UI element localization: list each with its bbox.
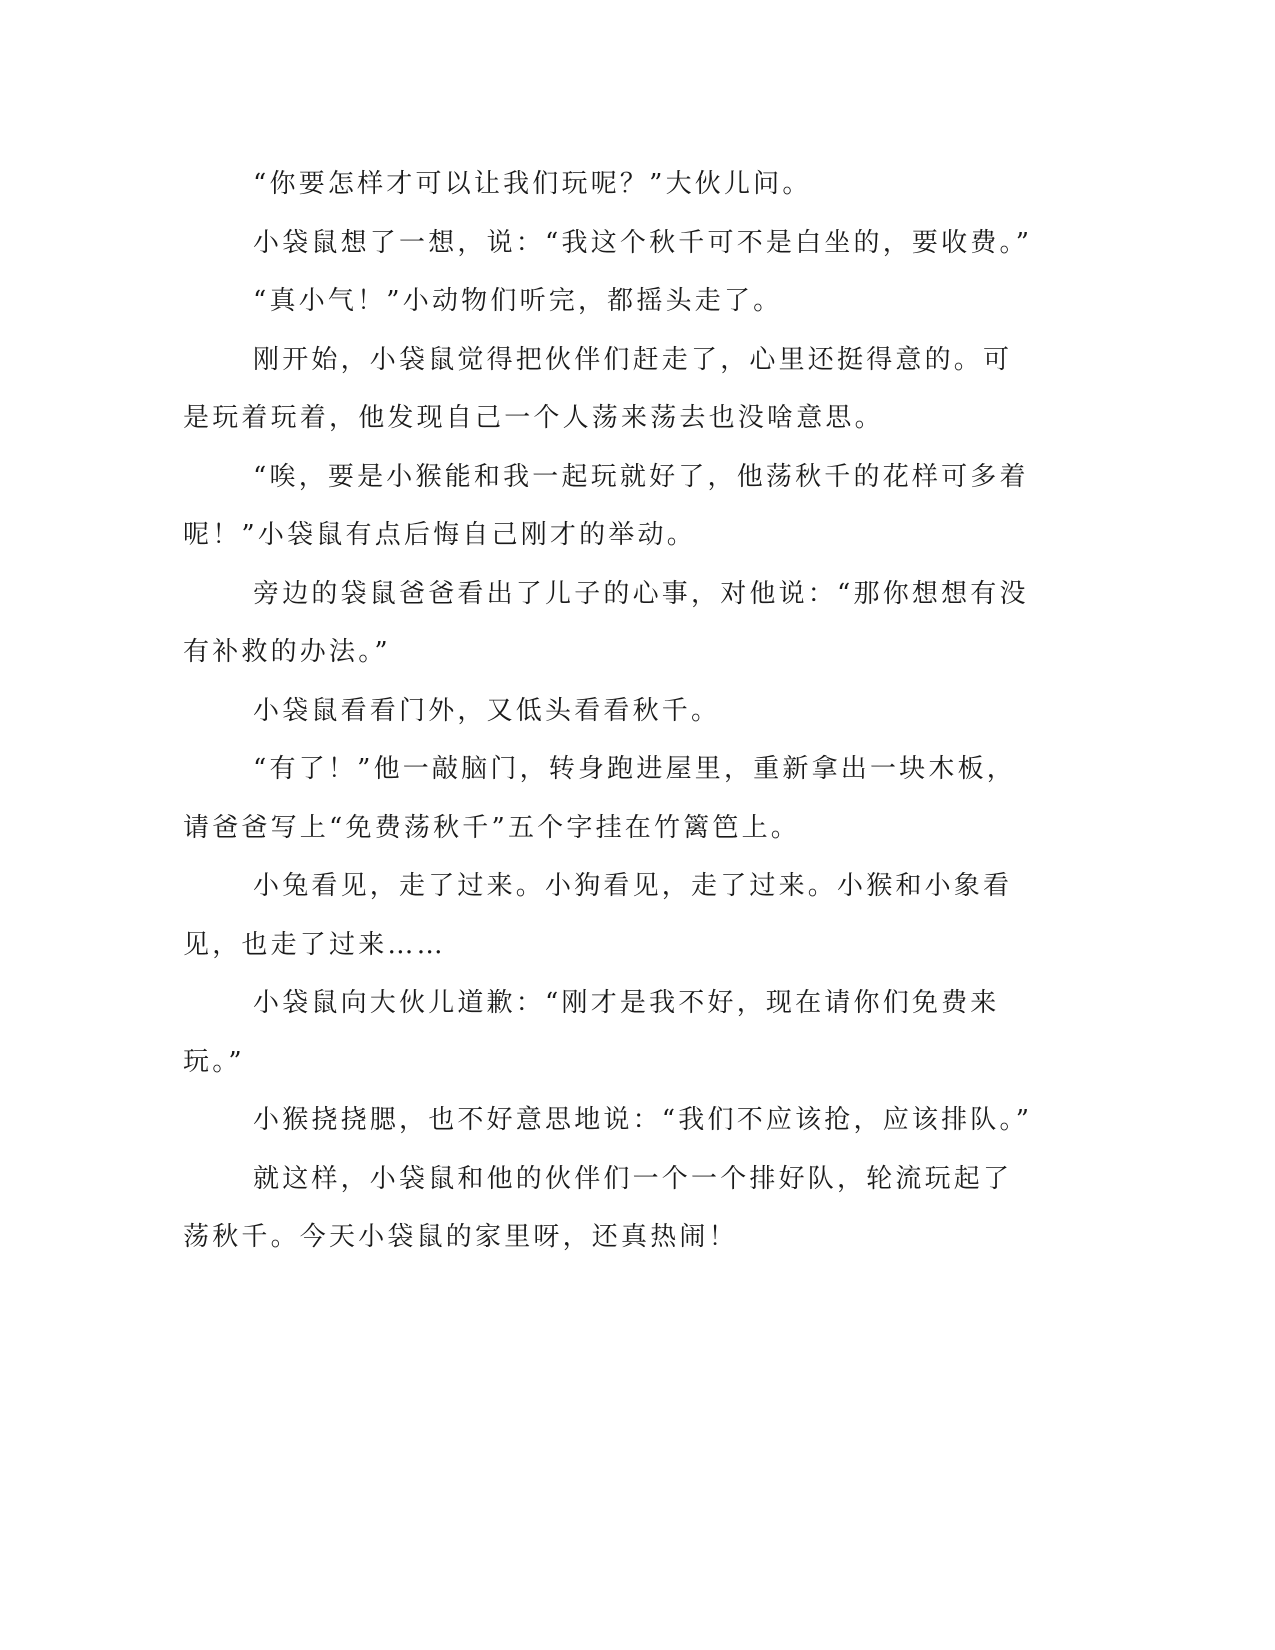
paragraph: “唉，要是小猴能和我一起玩就好了，他荡秋千的花样可多着呢！”小袋鼠有点后悔自己刚才的举动。 — [183, 461, 1029, 550]
paragraph: 小袋鼠看看门外，又低头看看秋千。 — [253, 695, 721, 726]
paragraph: 刚开始，小袋鼠觉得把伙伴们赶走了，心里还挺得意的。可是玩着玩着，他发现自己一个人荡来荡去也没啥意思。 — [183, 344, 1013, 433]
paragraph: 就这样，小袋鼠和他的伙伴们一个一个排好队，轮流玩起了荡秋千。今天小袋鼠的家里呀，还真热闹！ — [183, 1163, 1013, 1252]
paragraph: 旁边的袋鼠爸爸看出了儿子的心事，对他说：“那你想想有没有补救的办法。” — [183, 578, 1029, 667]
paragraph: “真小气！”小动物们听完，都摇头走了。 — [253, 286, 783, 316]
paragraph: 小袋鼠想了一想，说：“我这个秋千可不是白坐的，要收费。” — [253, 227, 1033, 258]
paragraph: 小猴挠挠腮，也不好意思地说：“我们不应该抢，应该排队。” — [253, 1105, 1033, 1135]
document-body — [183, 155, 1033, 1267]
paragraph: “有了！”他一敲脑门，转身跑进屋里，重新拿出一块木板，请爸爸写上“免费荡秋千”五个字挂在竹篱笆上。 — [183, 754, 1016, 843]
paragraph: “你要怎样才可以让我们玩呢？”大伙儿问。 — [253, 169, 812, 199]
paragraph: 小袋鼠向大伙儿道歉：“刚才是我不好，现在请你们免费来玩。” — [183, 988, 1000, 1077]
paragraph: 小兔看见，走了过来。小狗看见，走了过来。小猴和小象看见，也走了过来…… — [183, 871, 1013, 960]
